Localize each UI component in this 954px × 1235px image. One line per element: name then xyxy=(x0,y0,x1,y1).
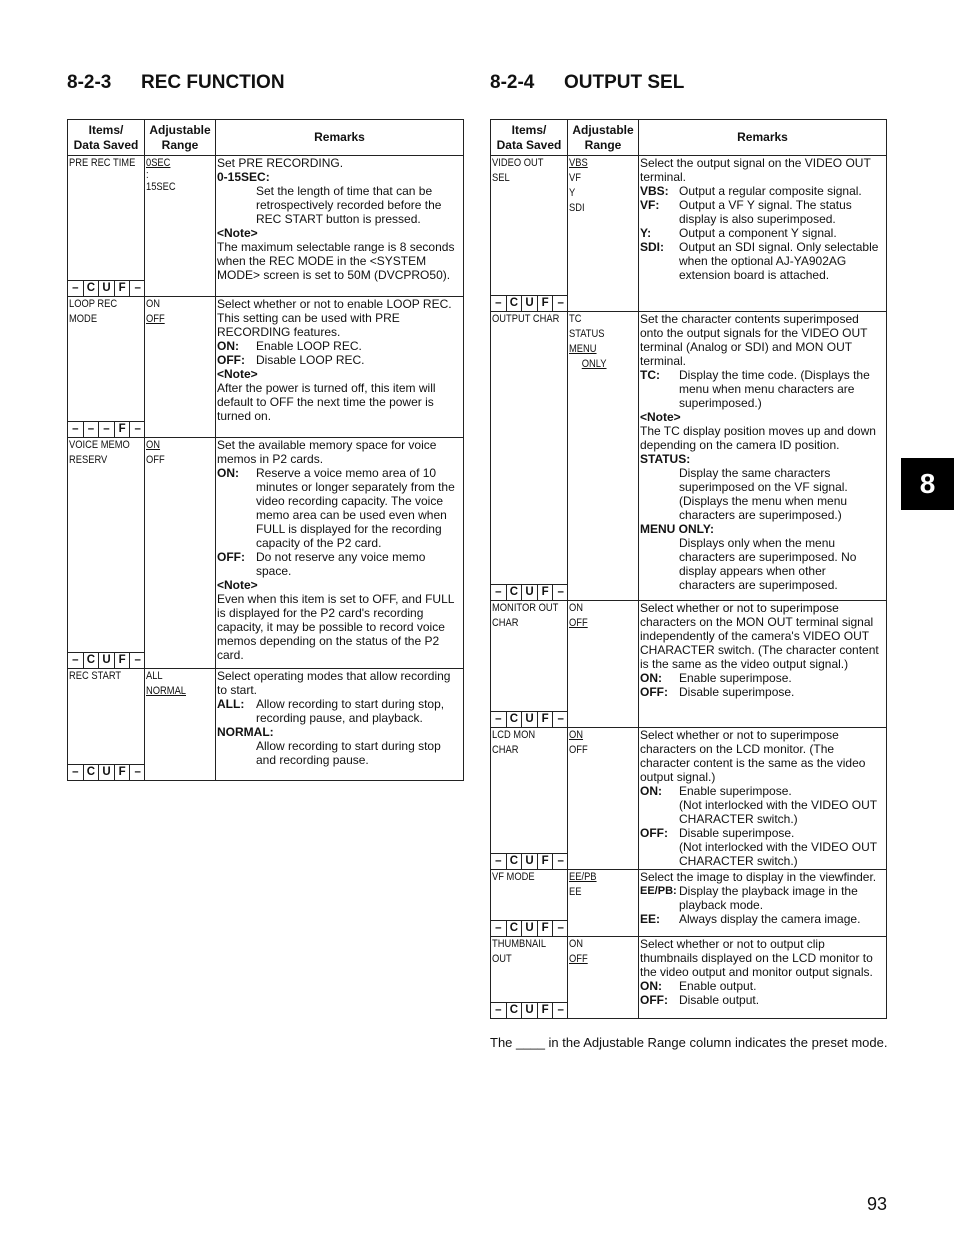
item-name: OUTPUT CHAR xyxy=(492,313,560,325)
remark-note: The TC display position moves up and down depending on the camera ID position. xyxy=(640,424,876,452)
remark-text: Disable LOOP REC. xyxy=(256,353,365,367)
item-cell xyxy=(491,312,568,601)
range-cell xyxy=(568,312,639,601)
data-saved-flags xyxy=(68,764,145,780)
data-saved-flag: U xyxy=(522,854,538,869)
item-name: REC START xyxy=(69,670,122,682)
data-saved-flag: – xyxy=(557,1004,564,1016)
data-saved-flags xyxy=(68,421,145,437)
range-cell xyxy=(568,937,639,1019)
item-cell xyxy=(491,601,568,728)
table-row xyxy=(491,312,887,601)
range-cell xyxy=(145,297,216,438)
range-value-preset: ONLY xyxy=(581,358,607,370)
table-row xyxy=(491,601,887,728)
data-saved-flag: F xyxy=(538,1003,554,1018)
remark-text: Disable output. xyxy=(679,993,760,1007)
remark-note: Even when this item is set to OFF, and FULL is displayed for the P2 card's recording capacity, it may be possible to record voice memos depending on the status of the P2 card. xyxy=(217,592,454,662)
remark-key: VBS: xyxy=(640,184,669,198)
data-saved-flags xyxy=(491,584,568,600)
range-value: OFF xyxy=(569,744,588,756)
remarks-cell xyxy=(216,156,464,297)
remark-key: ON: xyxy=(217,339,239,353)
remark-text: Output a regular composite signal. xyxy=(679,184,862,198)
item-cell xyxy=(68,438,145,669)
data-saved-flag: – xyxy=(134,423,141,435)
item-name: PRE REC TIME xyxy=(69,157,136,169)
range-cell xyxy=(145,669,216,781)
item-name: VIDEO OUT SEL xyxy=(492,157,544,184)
header-items-label: Items/ Data Saved xyxy=(73,122,139,152)
range-value: VF xyxy=(569,172,581,184)
remark-text: Do not reserve any voice memo space. xyxy=(256,550,426,578)
data-saved-flag: – xyxy=(134,282,141,294)
remark-text: Select the output signal on the VIDEO OUT terminal. xyxy=(640,156,871,184)
data-saved-flag: – xyxy=(68,422,84,437)
data-saved-flag: F xyxy=(115,281,131,296)
item-name: THUMBNAIL OUT xyxy=(492,938,547,965)
range-value: ALL xyxy=(146,670,163,682)
remark-key: EE: xyxy=(640,912,661,926)
section-name: OUTPUT SEL xyxy=(564,72,685,93)
remarks-cell xyxy=(639,156,887,312)
data-saved-flag: C xyxy=(507,585,523,600)
remark-note-label: <Note> xyxy=(217,367,258,381)
remark-text: Select whether or not to output clip thumbnails displayed on the LCD monitor to the video output and monitor output signals. xyxy=(640,937,873,979)
range-cell xyxy=(568,156,639,312)
remark-text: Output an SDI signal. Only selectable when the optional AJ-YA902AG extension board is attached. xyxy=(679,240,879,282)
item-cell xyxy=(491,870,568,937)
table-row xyxy=(491,728,887,870)
item-name: MONITOR OUT CHAR xyxy=(492,602,559,629)
data-saved-flag: – xyxy=(491,1003,507,1018)
header-remarks: Remarks xyxy=(639,120,887,156)
remark-key: 0-15SEC: xyxy=(217,170,270,184)
data-saved-flag: – xyxy=(557,297,564,309)
data-saved-flags xyxy=(491,920,568,936)
table-row xyxy=(68,297,464,438)
remark-text: Select the image to display in the viewfinder. xyxy=(640,870,877,884)
range-value: ON xyxy=(569,602,584,614)
data-saved-flag: U xyxy=(99,765,115,780)
data-saved-flags xyxy=(68,280,145,296)
data-saved-flag: F xyxy=(115,422,131,437)
remark-text: Always display the camera image. xyxy=(679,912,861,926)
range-value: TC xyxy=(569,313,582,325)
remarks-cell xyxy=(639,728,887,870)
remark-key: EE/PB: xyxy=(640,885,677,897)
remark-text: Displays only when the menu characters are superimposed. No display appears when other characters are superimposed. xyxy=(679,536,857,592)
remark-note-label: <Note> xyxy=(217,226,258,240)
data-saved-flags xyxy=(491,853,568,869)
remark-note-label: <Note> xyxy=(217,578,258,592)
data-saved-flag: C xyxy=(84,281,100,296)
data-saved-flag: – xyxy=(68,765,84,780)
remark-key: SDI: xyxy=(640,240,664,254)
data-saved-flag: C xyxy=(507,854,523,869)
remarks-cell xyxy=(639,312,887,601)
data-saved-flag: C xyxy=(507,296,523,311)
data-saved-flags xyxy=(68,652,145,668)
data-saved-flag: U xyxy=(522,712,538,727)
data-saved-flags xyxy=(491,1002,568,1018)
remark-note-label: <Note> xyxy=(640,410,681,424)
remark-text: Disable superimpose. xyxy=(679,826,795,840)
remark-key: VF: xyxy=(640,198,660,212)
remark-text: Allow recording to start during stop and recording pause. xyxy=(256,739,441,767)
data-saved-flag: – xyxy=(557,855,564,867)
remark-note: The maximum selectable range is 8 seconds when the REC MODE in the <SYSTEM MODE> screen is set to 50M (DVCPRO50). xyxy=(217,240,455,282)
page-number: 93 xyxy=(867,1194,888,1214)
header-items xyxy=(491,120,568,156)
remark-key: ALL: xyxy=(217,697,245,711)
remark-text: Select operating modes that allow recording to start. xyxy=(217,669,451,697)
range-value-preset: EE/PB xyxy=(569,871,597,883)
range-value-preset: ON xyxy=(569,729,584,741)
data-saved-flag: – xyxy=(491,921,507,936)
data-saved-flag: – xyxy=(134,766,141,778)
preset-footnote: The ____ in the Adjustable Range column indicates the preset mode. xyxy=(490,1035,888,1050)
remark-text: Output a VF Y signal. The status display is also superimposed. xyxy=(679,198,852,226)
section-number: 8-2-4 xyxy=(490,72,535,93)
remark-text: Select whether or not to enable LOOP REC. This setting can be used with PRE RECORDING features. xyxy=(217,297,452,339)
data-saved-flag: U xyxy=(522,296,538,311)
header-range xyxy=(145,120,216,156)
table-row xyxy=(491,937,887,1019)
data-saved-flag: – xyxy=(557,586,564,598)
remark-key: MENU ONLY: xyxy=(640,522,715,536)
data-saved-flag: F xyxy=(538,296,554,311)
data-saved-flag: – xyxy=(84,422,100,437)
output-sel-table xyxy=(490,119,887,1019)
range-value-preset: VBS xyxy=(569,157,588,169)
data-saved-flag: – xyxy=(491,296,507,311)
section-title-output-sel xyxy=(490,72,684,94)
range-value-preset: OFF xyxy=(569,617,588,629)
range-value: ON xyxy=(146,298,161,310)
remark-text: Enable superimpose. xyxy=(679,784,792,798)
remark-text: Enable LOOP REC. xyxy=(256,339,362,353)
remark-text: Disable superimpose. xyxy=(679,685,795,699)
item-cell xyxy=(68,669,145,781)
remark-text: Display the same characters superimposed on the VF signal. (Displays the menu when menu characters are superimposed.) xyxy=(679,466,848,522)
range-cell xyxy=(568,601,639,728)
range-value: 15SEC xyxy=(146,181,176,193)
header-range-label: Adjustable Range xyxy=(572,122,634,152)
header-range xyxy=(568,120,639,156)
remark-text: Output a component Y signal. xyxy=(679,226,837,240)
header-remarks: Remarks xyxy=(216,120,464,156)
chapter-tab: 8 xyxy=(901,458,954,510)
remark-text: Enable output. xyxy=(679,979,757,993)
data-saved-flag: F xyxy=(538,854,554,869)
data-saved-flag: – xyxy=(99,422,115,437)
data-saved-flags xyxy=(491,295,568,311)
data-saved-flag: – xyxy=(557,713,564,725)
remark-key: OFF: xyxy=(217,550,245,564)
remark-text: Reserve a voice memo area of 10 minutes or longer separately from the video recording capacity. The voice memo area can be used even when FULL is displayed for the recording capacity of the P2 card. xyxy=(256,466,455,550)
remark-key: STATUS: xyxy=(640,452,691,466)
data-saved-flag: F xyxy=(538,921,554,936)
remarks-cell xyxy=(639,601,887,728)
data-saved-flag: – xyxy=(68,281,84,296)
item-cell xyxy=(491,937,568,1019)
remark-key: OFF: xyxy=(640,826,668,840)
data-saved-flag: C xyxy=(507,712,523,727)
range-value: ON xyxy=(569,938,584,950)
remark-text: Allow recording to start during stop, recording pause, and playback. xyxy=(256,697,445,725)
remark-text: Enable superimpose. xyxy=(679,671,792,685)
data-saved-flags xyxy=(491,711,568,727)
data-saved-flag: – xyxy=(491,585,507,600)
table-row xyxy=(68,669,464,781)
remark-note: After the power is turned off, this item will default to OFF the next time the power is turned on. xyxy=(217,381,436,423)
table-row xyxy=(491,156,887,312)
range-cell xyxy=(568,728,639,870)
data-saved-flag: C xyxy=(84,653,100,668)
section-title-rec-function xyxy=(67,72,285,94)
data-saved-flag: F xyxy=(115,653,131,668)
data-saved-flag: C xyxy=(84,765,100,780)
item-cell xyxy=(68,297,145,438)
remark-key: OFF: xyxy=(640,993,668,1007)
range-cell xyxy=(568,870,639,937)
item-name: VOICE MEMO RESERV xyxy=(69,439,130,466)
data-saved-flag: U xyxy=(522,921,538,936)
remark-key: NORMAL: xyxy=(217,725,274,739)
range-cell xyxy=(145,156,216,297)
range-value: EE xyxy=(569,886,582,898)
remarks-cell xyxy=(216,669,464,781)
remark-text: Set PRE RECORDING. xyxy=(217,156,344,170)
remark-key: ON: xyxy=(640,784,662,798)
remark-key: Y: xyxy=(640,226,652,240)
remark-text: Select whether or not to superimpose characters on the LCD monitor. (The character content is the same as the video output signal.) xyxy=(640,728,866,784)
remarks-cell xyxy=(216,297,464,438)
rec-function-table xyxy=(67,119,464,781)
table-row xyxy=(491,870,887,937)
data-saved-flag: – xyxy=(557,922,564,934)
section-number: 8-2-3 xyxy=(67,72,112,93)
data-saved-flag: U xyxy=(99,281,115,296)
remark-text: Set the character contents superimposed onto the output signals for the VIDEO OUT terminal (Analog or SDI) and MON OUT terminal. xyxy=(640,312,868,368)
data-saved-flag: – xyxy=(134,654,141,666)
range-cell xyxy=(145,438,216,669)
remark-text: Display the playback image in the playback mode. xyxy=(679,884,858,912)
remark-key: TC: xyxy=(640,368,660,382)
section-name: REC FUNCTION xyxy=(141,72,285,93)
header-items-label: Items/ Data Saved xyxy=(496,122,562,152)
header-items xyxy=(68,120,145,156)
remark-text: Set the available memory space for voice memos in P2 cards. xyxy=(217,438,437,466)
table-row xyxy=(68,438,464,669)
remark-text: Select whether or not to superimpose characters on the MON OUT terminal signal independently of the camera's VIDEO OUT CHARACTER switch. (The character content is the same as the video output signal.) xyxy=(640,601,879,671)
table-row xyxy=(68,156,464,297)
item-name: LOOP REC MODE xyxy=(69,298,118,325)
remarks-cell xyxy=(216,438,464,669)
item-name: LCD MON CHAR xyxy=(492,729,536,756)
item-cell xyxy=(491,728,568,870)
data-saved-flag: C xyxy=(507,1003,523,1018)
item-name: VF MODE xyxy=(492,871,535,883)
data-saved-flag: – xyxy=(491,712,507,727)
remark-key: OFF: xyxy=(217,353,245,367)
remark-key: ON: xyxy=(640,671,662,685)
range-value-preset: NORMAL xyxy=(146,685,187,697)
range-value-preset: MENU xyxy=(569,343,597,355)
data-saved-flag: – xyxy=(491,854,507,869)
remarks-cell xyxy=(639,937,887,1019)
header-range-label: Adjustable Range xyxy=(149,122,211,152)
data-saved-flag: – xyxy=(68,653,84,668)
range-value-preset: ON xyxy=(146,439,161,451)
remark-text: Display the time code. (Displays the menu when menu characters are superimposed.) xyxy=(679,368,870,410)
item-cell xyxy=(491,156,568,312)
data-saved-flag: C xyxy=(507,921,523,936)
remark-text: Set the length of time that can be retrospectively recorded before the REC START button is pressed. xyxy=(256,184,442,226)
remark-key: ON: xyxy=(217,466,239,480)
data-saved-flag: F xyxy=(115,765,131,780)
range-value-preset: 0SEC xyxy=(146,157,171,169)
remarks-cell xyxy=(639,870,887,937)
range-value: : xyxy=(146,169,149,181)
remark-key: OFF: xyxy=(640,685,668,699)
item-cell xyxy=(68,156,145,297)
range-value-preset: OFF xyxy=(569,953,588,965)
data-saved-flag: F xyxy=(538,712,554,727)
data-saved-flag: U xyxy=(522,1003,538,1018)
data-saved-flag: F xyxy=(538,585,554,600)
range-value: SDI xyxy=(569,202,585,214)
remark-text: (Not interlocked with the VIDEO OUT CHARACTER switch.) xyxy=(679,840,877,868)
range-value: STATUS xyxy=(569,328,605,340)
range-value: Y xyxy=(569,187,576,199)
range-value-preset: OFF xyxy=(146,313,165,325)
range-value: OFF xyxy=(146,454,165,466)
remark-key: ON: xyxy=(640,979,662,993)
data-saved-flag: U xyxy=(522,585,538,600)
remark-text: (Not interlocked with the VIDEO OUT CHARACTER switch.) xyxy=(679,798,877,826)
data-saved-flag: U xyxy=(99,653,115,668)
